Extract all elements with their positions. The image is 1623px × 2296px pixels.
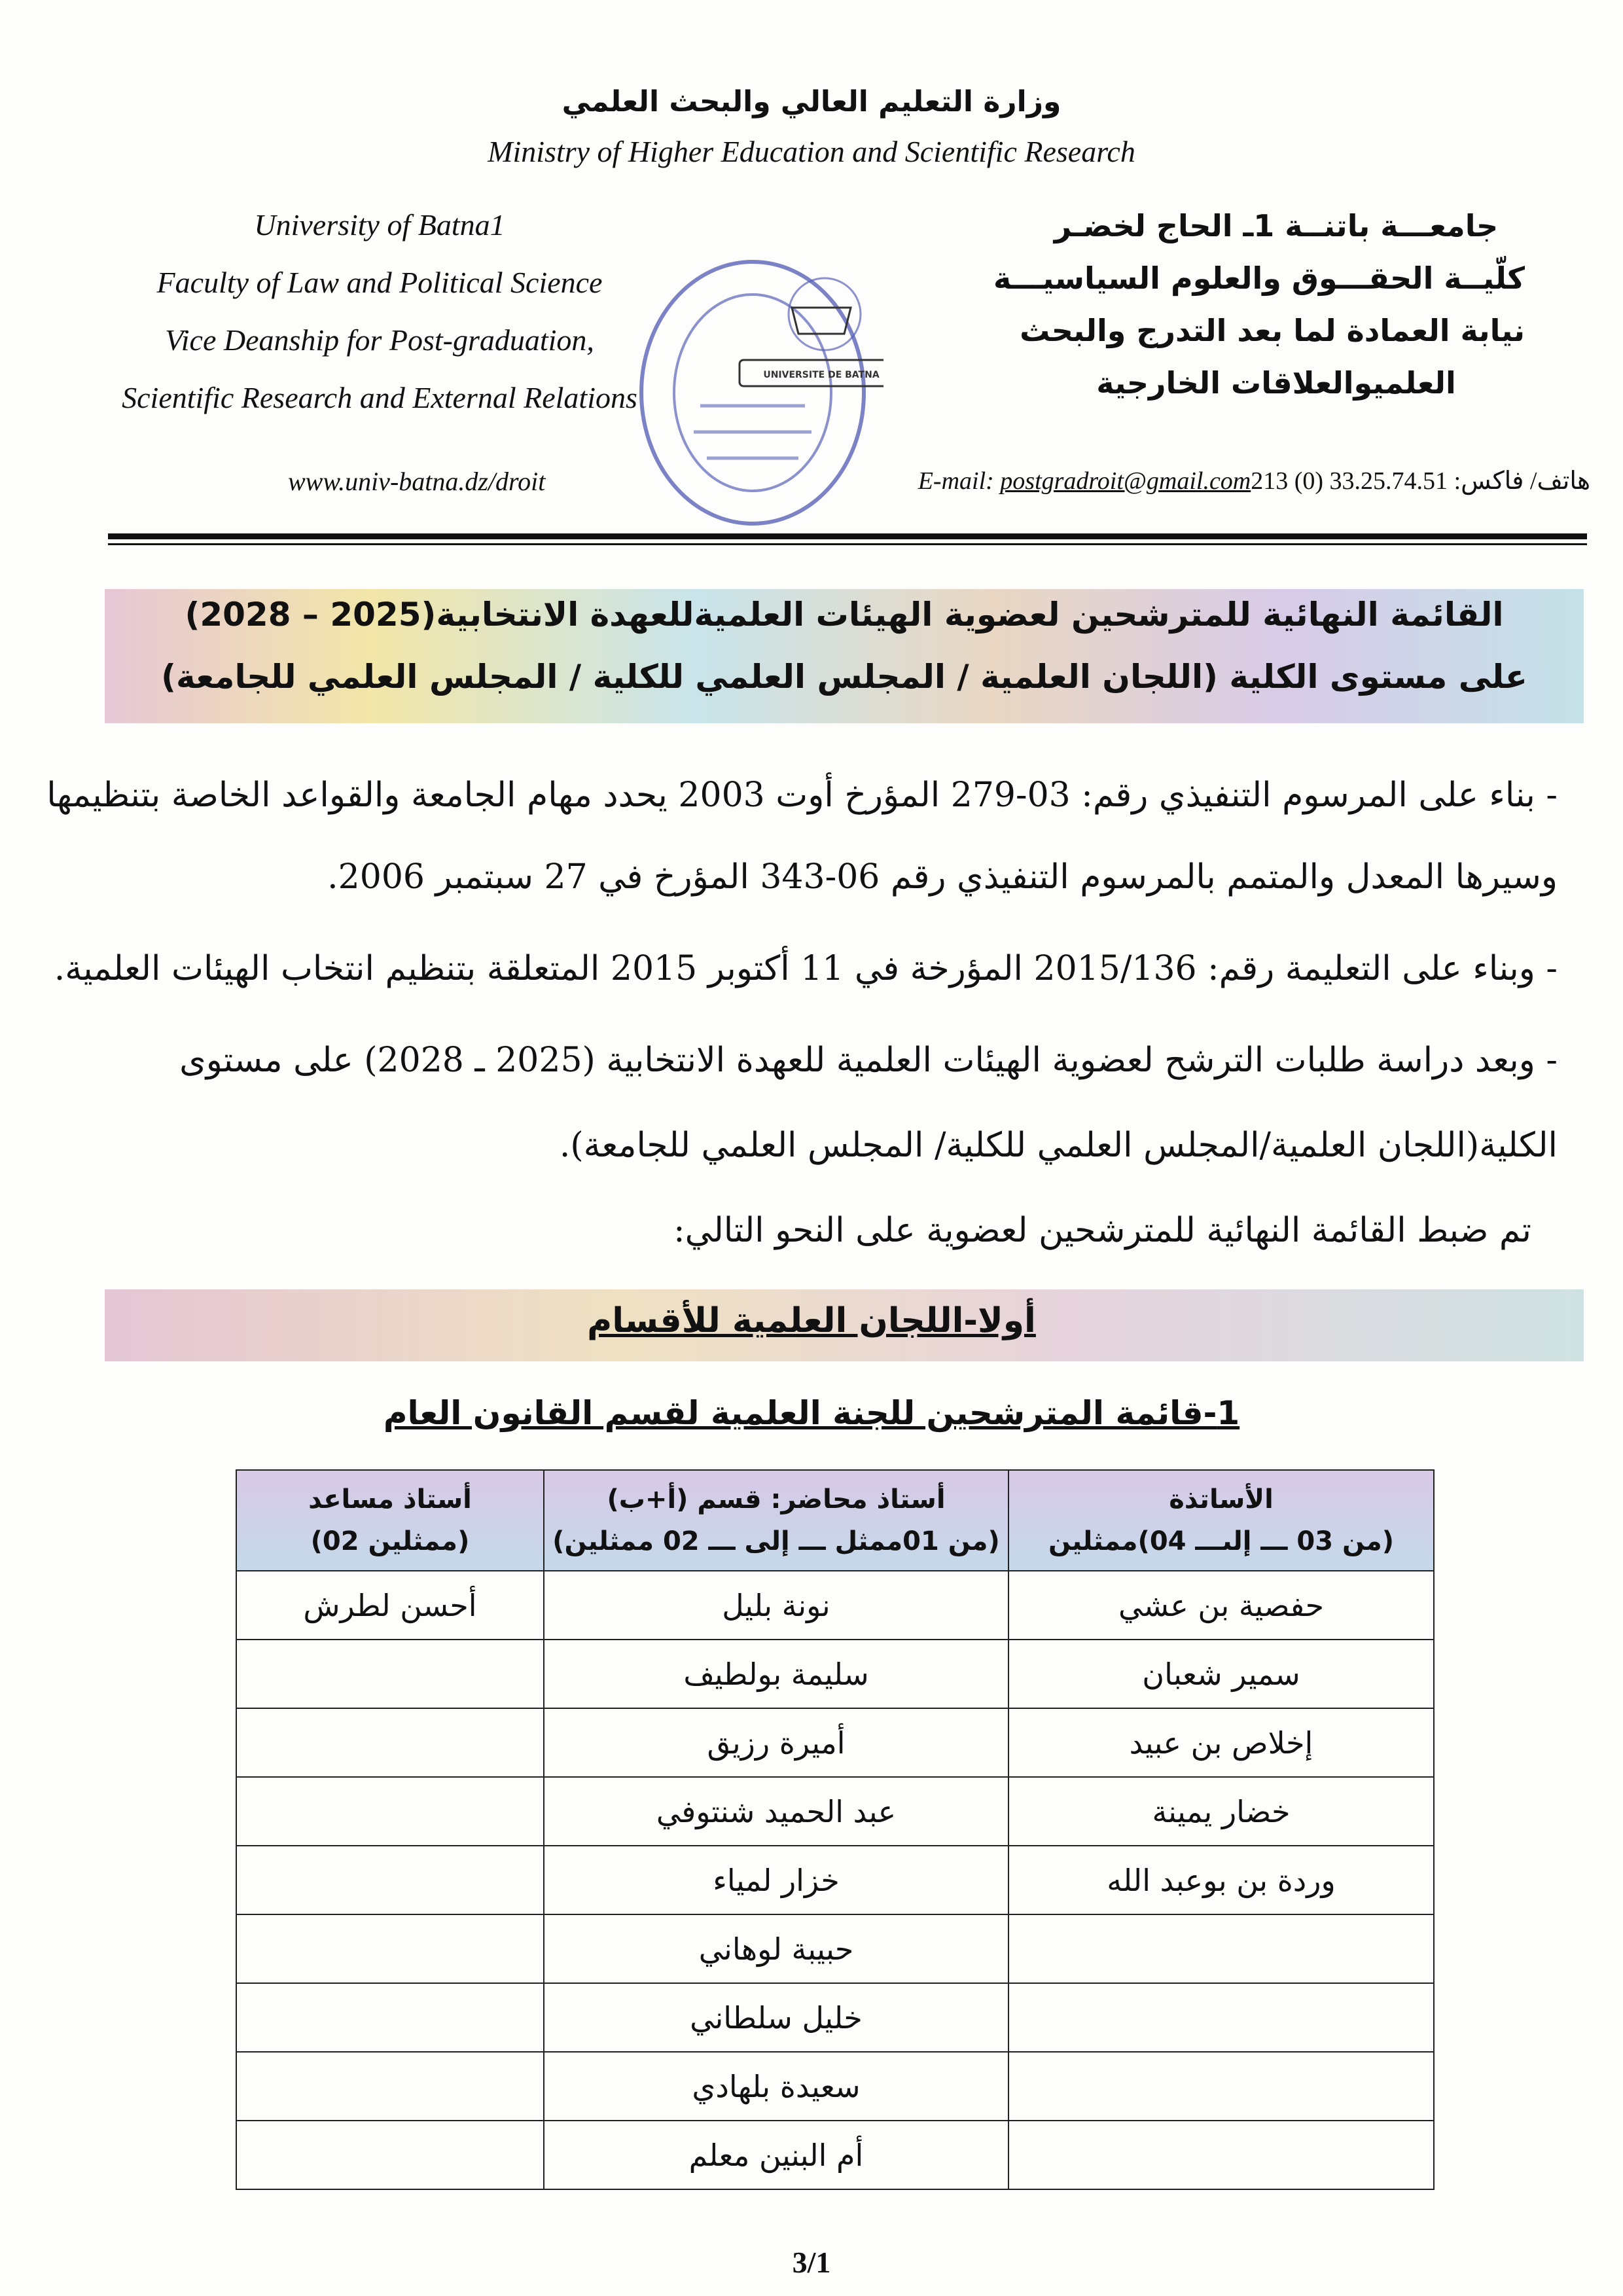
table-cell xyxy=(1008,1914,1434,1983)
table-cell xyxy=(236,1846,544,1914)
table-cell: عبد الحميد شنتوفي xyxy=(544,1777,1008,1846)
table-cell: حفصية بن عشي xyxy=(1008,1571,1434,1640)
table-row xyxy=(236,1846,1434,1914)
table-row xyxy=(236,2052,1434,2121)
table-row xyxy=(236,1777,1434,1846)
table-cell: حبيبة لوهاني xyxy=(544,1914,1008,1983)
table-cell xyxy=(236,1640,544,1708)
table-header-row xyxy=(236,1470,1434,1571)
document-title-line1: القائمة النهائية للمترشحين لعضوية الهيئات العلميةللعهدة الانتخابية(2025 – 2028) xyxy=(185,596,1504,634)
paragraph-decree-cont: وسيرها المعدل والمتمم بالمرسوم التنفيذي رقم 06-343 المؤرخ في 27 سبتمبر 2006. xyxy=(327,857,1558,897)
stamp-caption: UNIVERSITE DE BATNA xyxy=(763,370,880,380)
table-cell xyxy=(1008,2052,1434,2121)
paragraph-study: - وبعد دراسة طلبات الترشح لعضوية الهيئات العلمية للعهدة الانتخابية (2025 ـ 2028) على مستوى xyxy=(179,1041,1558,1080)
email-address[interactable]: postgradroit@gmail.com xyxy=(1000,467,1251,495)
university-name-ar: جامعـــة باتنــة 1ـ الحاج لخضـر xyxy=(1054,208,1499,243)
institution-english-block xyxy=(65,196,694,427)
contact-line xyxy=(918,466,1590,495)
table-row xyxy=(236,1708,1434,1777)
table-cell: وردة بن بوعبد الله xyxy=(1008,1846,1434,1914)
ministry-title-arabic: وزارة التعليم العالي والبحث العلمي xyxy=(562,85,1061,118)
table-cell: خضار يمينة xyxy=(1008,1777,1434,1846)
vice-deanship-ar: نيابة العمادة لما بعد التدرج والبحث xyxy=(1020,313,1525,348)
faculty-name-en: Faculty of Law and Political Science xyxy=(156,266,603,299)
paragraph-conclusion: تم ضبط القائمة النهائية للمترشحين لعضوية على النحو التالي: xyxy=(673,1211,1531,1250)
candidates-table xyxy=(236,1469,1435,2190)
paragraph-study-cont: الكلية(اللجان العلمية/المجلس العلمي للكلية/ المجلس العلمي للجامعة). xyxy=(559,1126,1558,1165)
faculty-name-ar: كلّيــة الحقـــوق والعلوم السياسيـــة xyxy=(993,260,1525,296)
section-title: أولا-اللجان العلمية للأقسام xyxy=(587,1301,1036,1340)
table-cell: سليمة بولطيف xyxy=(544,1640,1008,1708)
table-row xyxy=(236,1571,1434,1640)
paragraph-decree: - بناء على المرسوم التنفيذي رقم: 03-279 المؤرخ أوت 2003 يحدد مهام الجامعة والقواعد الخاصة بتنظيمها xyxy=(46,776,1558,815)
header-divider xyxy=(108,533,1587,539)
table-cell xyxy=(1008,2121,1434,2189)
faculty-website[interactable]: www.univ-batna.dz/droit xyxy=(288,467,546,496)
vice-deanship-en-cont: Scientific Research and External Relations xyxy=(122,381,637,414)
table-cell: أحسن لطرش xyxy=(236,1571,544,1640)
subsection-title: 1-قائمة المترشحين للجنة العلمية لقسم القانون العام xyxy=(383,1394,1240,1432)
table-cell xyxy=(236,1777,544,1846)
table-cell: خزار لمياء xyxy=(544,1846,1008,1914)
table-cell xyxy=(236,2052,544,2121)
table-cell: خليل سلطاني xyxy=(544,1983,1008,2052)
table-cell xyxy=(1008,1983,1434,2052)
institution-arabic-block xyxy=(993,200,1525,409)
page-number: 3/1 xyxy=(792,2246,831,2279)
table-cell: أميرة رزيق xyxy=(544,1708,1008,1777)
header-lecturers: أستاذ محاضر: قسم (أ+ب) (من 01ممثل ـــ إلى ـــ 02 ممثلين) xyxy=(544,1470,1008,1571)
table-cell xyxy=(236,2121,544,2189)
table-row xyxy=(236,1914,1434,1983)
email-label: E-mail: xyxy=(918,467,994,495)
table-cell: أم البنين معلم xyxy=(544,2121,1008,2189)
header-divider-thin xyxy=(108,543,1587,545)
paragraph-instruction: - وبناء على التعليمة رقم: 2015/136 المؤرخة في 11 أكتوبر 2015 المتعلقة بتنظيم انتخاب الهيئات العلمية. xyxy=(54,949,1558,988)
phone-number: 213 (0) 33.25.74.51 xyxy=(1251,467,1448,495)
document-title-line2: على مستوى الكلية (اللجان العلمية / المجلس العلمي للكلية / المجلس العلمي للجامعة) xyxy=(161,658,1527,696)
table-cell: سمير شعبان xyxy=(1008,1640,1434,1708)
ministry-title-english: Ministry of Higher Education and Scientific Research xyxy=(488,135,1135,168)
table-cell xyxy=(236,1914,544,1983)
table-cell xyxy=(236,1983,544,2052)
phone-fax-label: هاتف/ فاكس: xyxy=(1454,467,1590,495)
vice-deanship-en: Vice Deanship for Post-graduation, xyxy=(165,323,594,357)
table-cell: نونة بليل xyxy=(544,1571,1008,1640)
official-stamp xyxy=(635,242,883,530)
university-name-en: University of Batna1 xyxy=(254,208,505,242)
table-cell xyxy=(236,1708,544,1777)
table-row xyxy=(236,2121,1434,2189)
vice-deanship-ar-cont: العلميوالعلاقات الخارجية xyxy=(1096,365,1456,401)
header-professors: الأساتذة (من 03 ـــ إلىـــ 04)ممثلين xyxy=(1008,1470,1434,1571)
header-assistants: أستاذ مساعد (ممثلين 02) xyxy=(236,1470,544,1571)
table-cell: إخلاص بن عبيد xyxy=(1008,1708,1434,1777)
table-row xyxy=(236,1983,1434,2052)
table-cell: سعيدة بلهادي xyxy=(544,2052,1008,2121)
table-row xyxy=(236,1640,1434,1708)
